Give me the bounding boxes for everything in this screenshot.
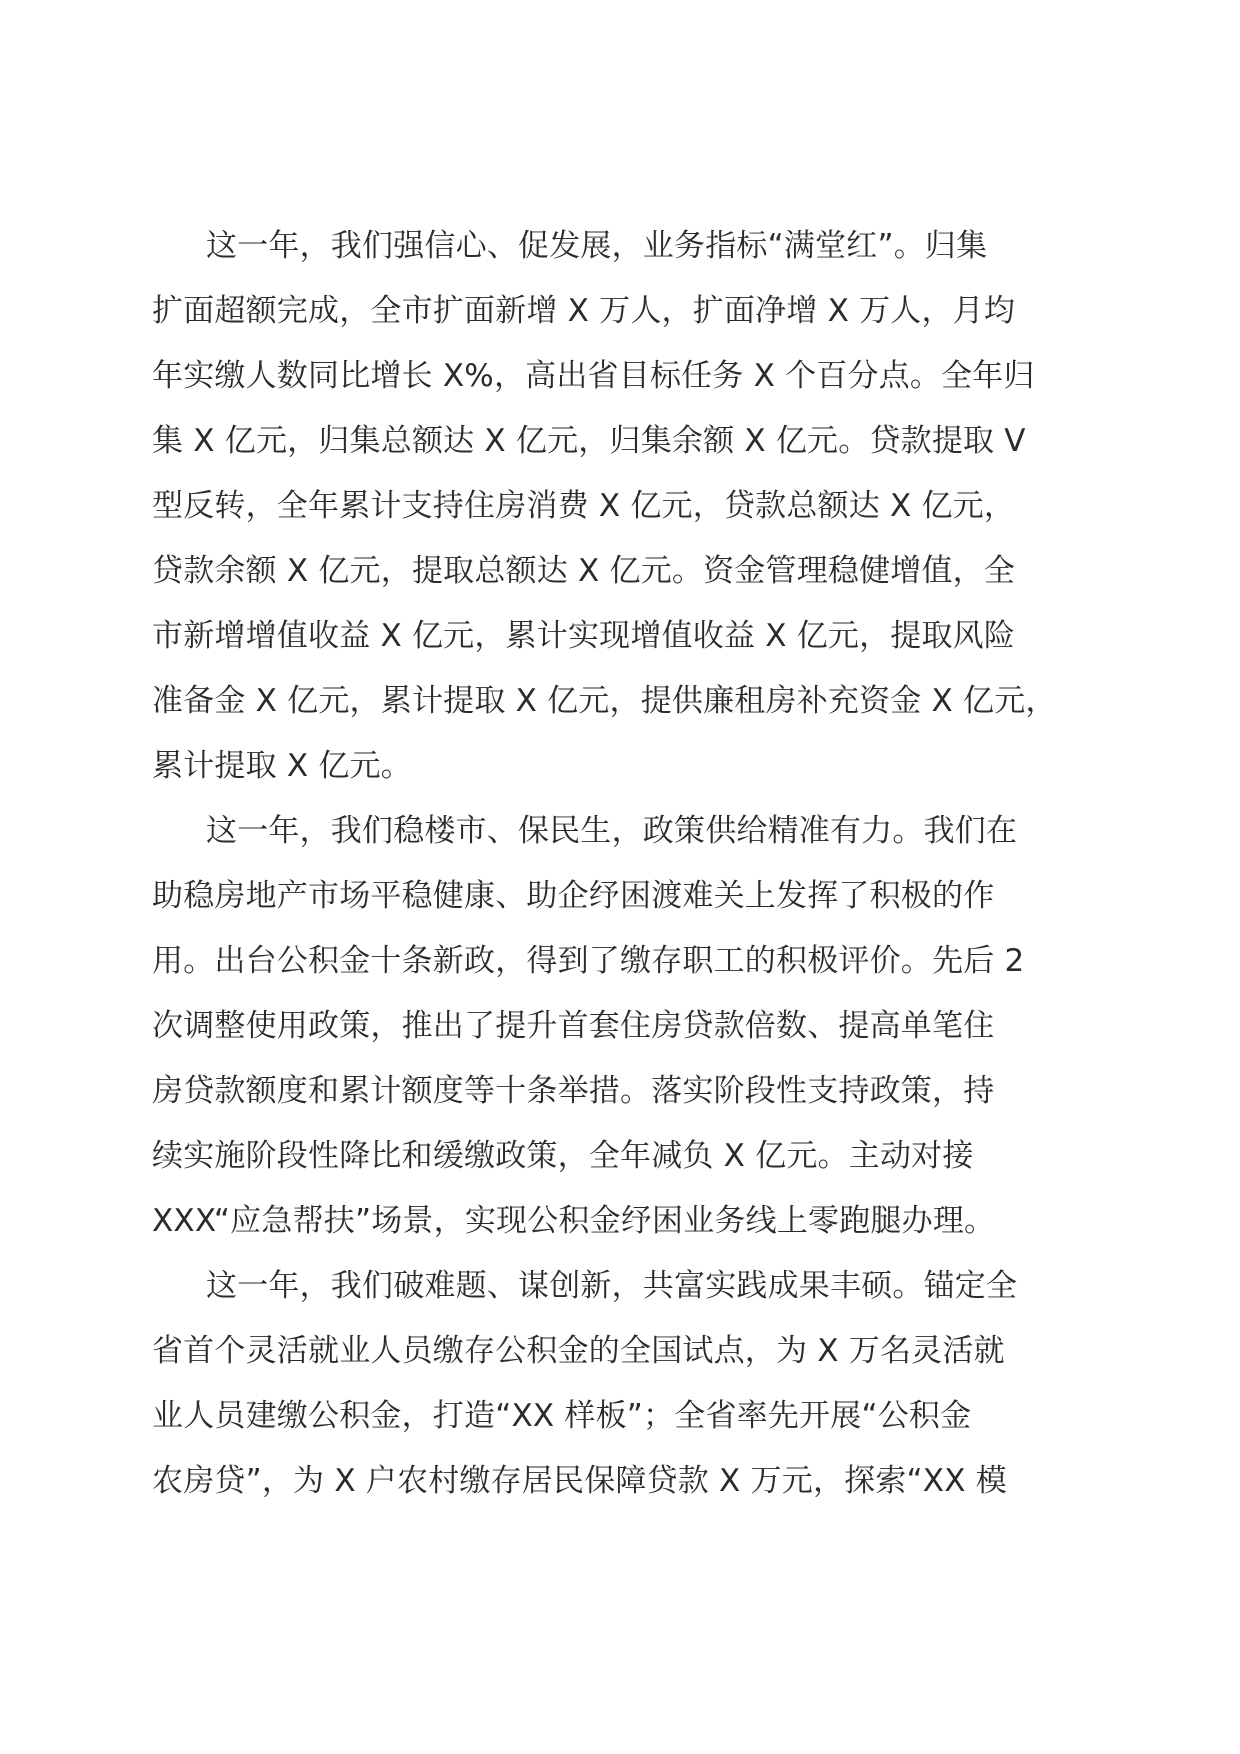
- text-line: 年实缴人数同比增长 X%，高出省目标任务 X 个百分点。全年归: [152, 358, 1035, 394]
- text-line: 助稳房地产市场平稳健康、助企纾困渡难关上发挥了积极的作: [152, 878, 995, 914]
- text-line: 农房贷”，为 X 户农村缴存居民保障贷款 X 万元，探索“XX 模: [152, 1463, 1007, 1499]
- document-body: [152, 214, 1092, 1514]
- text-line: 续实施阶段性降比和缓缴政策，全年减负 X 亿元。主动对接: [152, 1138, 974, 1174]
- text-line: 贷款余额 X 亿元，提取总额达 X 亿元。资金管理稳健增值，全: [152, 553, 1016, 589]
- text-line: 省首个灵活就业人员缴存公积金的全国试点，为 X 万名灵活就: [152, 1333, 1005, 1369]
- text-line: 市新增增值收益 X 亿元，累计实现增值收益 X 亿元，提取风险: [152, 618, 1016, 654]
- text-line: 这一年，我们强信心、促发展，业务指标“满堂红”。归集: [206, 228, 988, 264]
- text-line: 这一年，我们破难题、谋创新，共富实践成果丰硕。锚定全: [206, 1268, 1018, 1304]
- paragraph-1: [152, 214, 1092, 799]
- text-line: XXX“应急帮扶”场景，实现公积金纾困业务线上零跑腿办理。: [152, 1203, 996, 1239]
- text-line: 次调整使用政策，推出了提升首套住房贷款倍数、提高单笔住: [152, 1008, 995, 1044]
- text-line: 扩面超额完成，全市扩面新增 X 万人，扩面净增 X 万人，月均: [152, 293, 1016, 329]
- text-line: 累计提取 X 亿元。: [152, 748, 412, 784]
- text-line: 这一年，我们稳楼市、保民生，政策供给精准有力。我们在: [206, 813, 1018, 849]
- text-line: 准备金 X 亿元，累计提取 X 亿元，提供廉租房补充资金 X 亿元，: [152, 683, 1057, 719]
- text-line: 用。出台公积金十条新政，得到了缴存职工的积极评价。先后 2: [152, 943, 1025, 979]
- paragraph-2: [152, 799, 1092, 1254]
- text-line: 房贷款额度和累计额度等十条举措。落实阶段性支持政策，持: [152, 1073, 995, 1109]
- text-line: 型反转，全年累计支持住房消费 X 亿元，贷款总额达 X 亿元，: [152, 488, 1016, 524]
- paragraph-3: [152, 1254, 1092, 1514]
- text-line: 集 X 亿元，归集总额达 X 亿元，归集余额 X 亿元。贷款提取 V: [152, 423, 1026, 459]
- text-line: 业人员建缴公积金，打造“XX 样板”；全省率先开展“公积金: [152, 1398, 972, 1434]
